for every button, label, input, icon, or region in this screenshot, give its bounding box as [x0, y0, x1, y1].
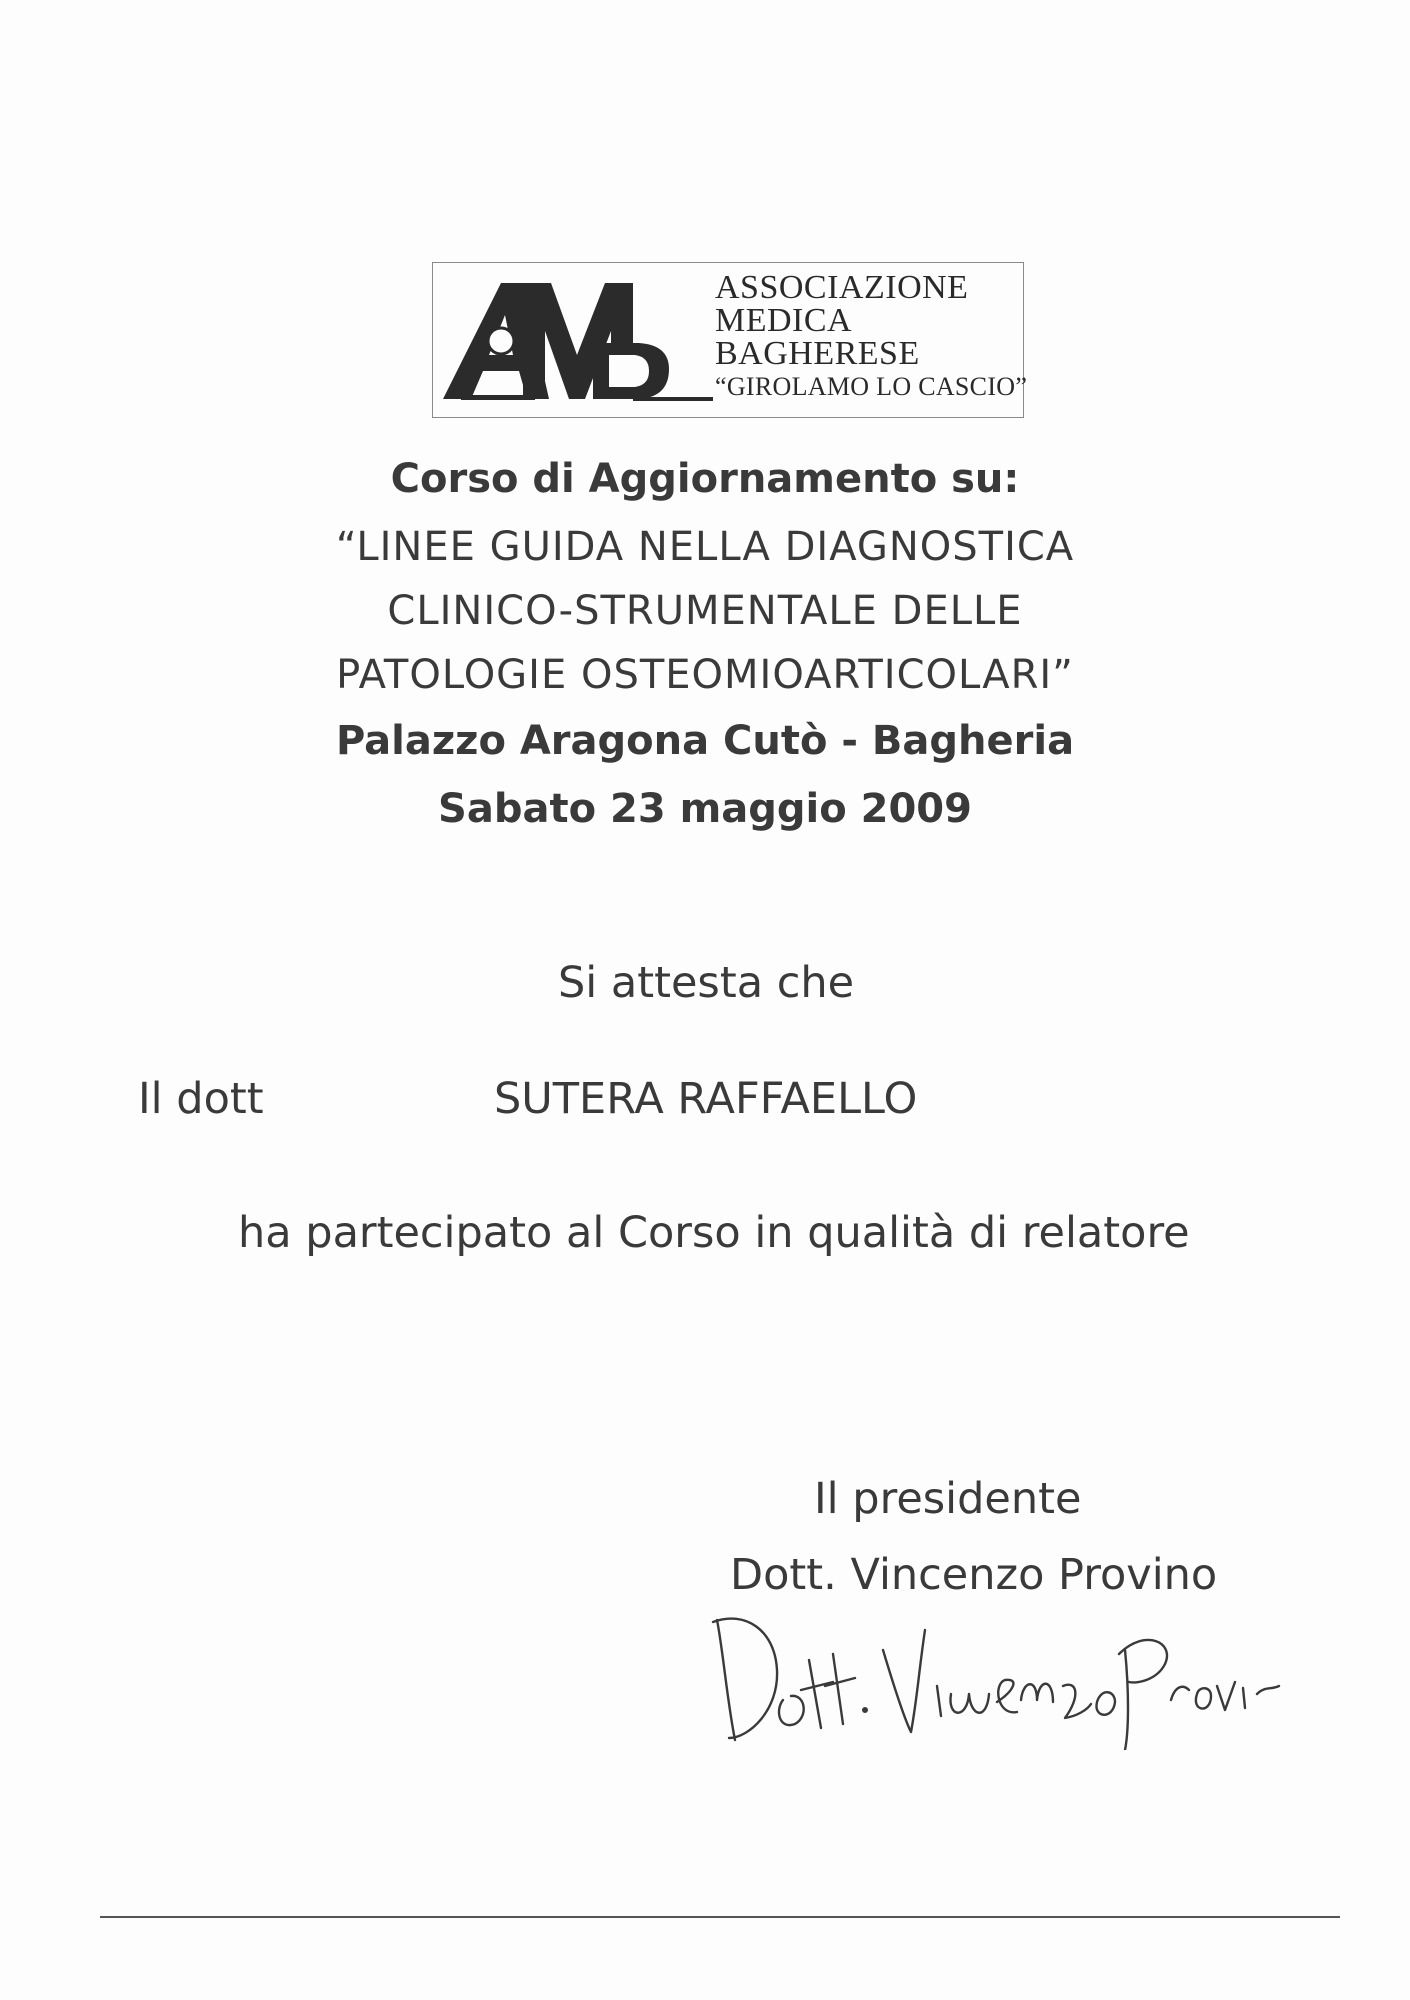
amb-monogram-icon	[443, 271, 715, 411]
signatory-name: Dott. Vincenzo Provino	[730, 1550, 1218, 1600]
course-title-line-3: PATOLOGIE OSTEOMIOARTICOLARI”	[336, 652, 1074, 698]
logo-line-4: “GIROLAMO LO CASCIO”	[715, 372, 1028, 401]
signatory-role: Il presidente	[814, 1474, 1082, 1524]
association-logo	[432, 262, 1028, 418]
handwritten-signature	[705, 1590, 1285, 1750]
participation-statement: ha partecipato al Corso in qualità di relatore	[238, 1208, 1190, 1258]
course-intro: Corso di Aggiornamento su:	[390, 456, 1020, 502]
association-name	[715, 271, 1027, 403]
course-date: Sabato 23 maggio 2009	[438, 786, 972, 832]
footer-divider	[100, 1916, 1340, 1918]
logo-line-1: ASSOCIAZIONE	[715, 269, 969, 306]
title-prefix: Il dott	[138, 1074, 264, 1124]
course-venue: Palazzo Aragona Cutò - Bagheria	[335, 718, 1075, 764]
logo-line-2: MEDICA	[715, 302, 853, 339]
course-title-line-2: CLINICO-STRUMENTALE DELLE	[387, 588, 1023, 634]
logo-line-3: BAGHERESE	[715, 335, 920, 372]
recipient-name: SUTERA RAFFAELLO	[494, 1074, 918, 1124]
course-title-line-1: “LINEE GUIDA NELLA DIAGNOSTICA	[335, 524, 1075, 570]
attest-text: Si attesta che	[558, 958, 855, 1008]
